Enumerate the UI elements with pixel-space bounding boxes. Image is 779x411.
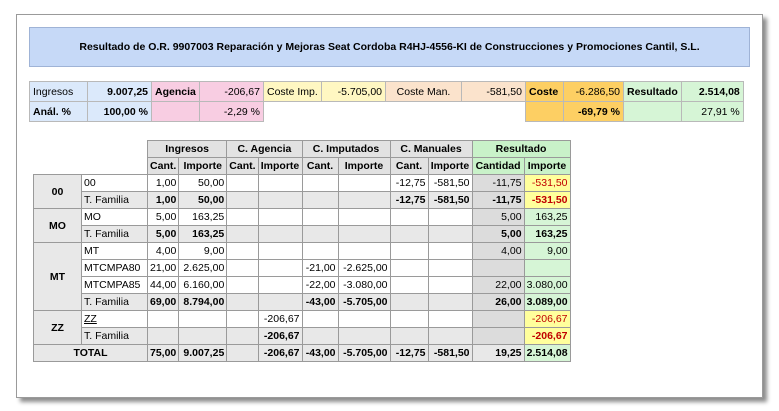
table-cell[interactable]: 5,00 xyxy=(148,209,179,226)
table-cell[interactable]: 163,25 xyxy=(179,209,227,226)
group-ingresos: Ingresos xyxy=(148,141,227,158)
table-cell[interactable] xyxy=(258,192,302,209)
ingresos-label: Ingresos xyxy=(30,82,88,102)
table-cell[interactable]: -11,75 xyxy=(472,175,524,192)
table-cell[interactable] xyxy=(302,226,338,243)
item-code: MTCMPA80 xyxy=(82,260,148,277)
table-cell[interactable]: -5.705,00 xyxy=(338,294,390,311)
table-cell[interactable] xyxy=(227,260,258,277)
table-cell[interactable]: 5,00 xyxy=(148,226,179,243)
col-header: Cant. xyxy=(227,158,258,175)
table-cell[interactable]: -12,75 xyxy=(390,192,428,209)
table-cell[interactable]: 4,00 xyxy=(148,243,179,260)
item-code: MO xyxy=(82,209,148,226)
anal-resultado-blank xyxy=(624,102,682,122)
table-cell[interactable] xyxy=(338,243,390,260)
table-row xyxy=(34,311,571,328)
table-cell[interactable]: 2.625,00 xyxy=(179,260,227,277)
table-cell[interactable] xyxy=(390,311,428,328)
item-code: 00 xyxy=(82,175,148,192)
table-cell[interactable]: 5,00 xyxy=(472,209,524,226)
table-cell[interactable] xyxy=(390,209,428,226)
ingresos-value[interactable]: 9.007,25 xyxy=(88,82,152,102)
group-agencia: C. Agencia xyxy=(227,141,302,158)
item-code: MT xyxy=(82,243,148,260)
table-cell[interactable] xyxy=(428,277,472,294)
table-cell[interactable] xyxy=(258,243,302,260)
table-cell[interactable] xyxy=(148,328,179,345)
total-cell[interactable] xyxy=(227,345,258,362)
anal-label: Anál. % xyxy=(30,102,88,122)
table-cell[interactable]: 1,00 xyxy=(148,175,179,192)
col-header: Cantidad xyxy=(472,158,524,175)
coste-man-label: Coste Man. xyxy=(386,82,462,102)
family-total-row xyxy=(34,226,571,243)
table-cell[interactable] xyxy=(227,294,258,311)
col-header: Importe xyxy=(338,158,390,175)
family-total-row xyxy=(34,294,571,311)
total-cell[interactable]: -581,50 xyxy=(428,345,472,362)
table-cell[interactable] xyxy=(227,192,258,209)
col-header: Importe xyxy=(524,158,570,175)
table-cell[interactable] xyxy=(179,311,227,328)
table-cell[interactable]: -21,00 xyxy=(302,260,338,277)
table-cell[interactable] xyxy=(338,311,390,328)
table-cell[interactable] xyxy=(428,328,472,345)
anal-resultado[interactable]: 27,91 % xyxy=(681,102,743,122)
table-cell[interactable]: 26,00 xyxy=(472,294,524,311)
table-cell[interactable]: 8.794,00 xyxy=(179,294,227,311)
table-cell[interactable]: 3.080,00 xyxy=(524,277,570,294)
table-cell[interactable] xyxy=(302,328,338,345)
table-cell[interactable] xyxy=(227,243,258,260)
coste-label: Coste xyxy=(526,82,564,102)
item-code: ZZ xyxy=(82,311,148,328)
anal-coste-blank xyxy=(526,102,564,122)
table-cell[interactable] xyxy=(338,328,390,345)
table-cell[interactable] xyxy=(227,311,258,328)
table-cell[interactable] xyxy=(227,175,258,192)
resultado-value[interactable]: 2.514,08 xyxy=(681,82,743,102)
table-cell[interactable] xyxy=(227,226,258,243)
table-cell[interactable] xyxy=(227,277,258,294)
table-cell[interactable] xyxy=(390,243,428,260)
table-cell[interactable]: -206,67 xyxy=(524,328,570,345)
table-cell[interactable]: -2.625,00 xyxy=(338,260,390,277)
total-cell[interactable]: 9.007,25 xyxy=(179,345,227,362)
table-cell[interactable] xyxy=(148,311,179,328)
table-cell[interactable]: 163,25 xyxy=(524,226,570,243)
anal-coste[interactable]: -69,79 % xyxy=(564,102,624,122)
report-title: Resultado de O.R. 9907003 Reparación y Mejoras Seat Cordoba R4HJ-4556-KI de Construcciones y Promociones Cantil, S.L. xyxy=(29,27,750,67)
anal-agencia[interactable]: -2,29 % xyxy=(200,102,264,122)
table-cell[interactable]: -11,75 xyxy=(472,192,524,209)
table-cell[interactable]: -206,67 xyxy=(258,311,302,328)
table-cell[interactable]: 9,00 xyxy=(179,243,227,260)
family-group-label: MO xyxy=(34,209,82,243)
family-total-label: T. Familia xyxy=(82,192,148,209)
table-cell[interactable] xyxy=(258,209,302,226)
resultado-label: Resultado xyxy=(624,82,682,102)
item-code: MTCMPA85 xyxy=(82,277,148,294)
table-cell[interactable] xyxy=(472,328,524,345)
table-cell[interactable] xyxy=(338,175,390,192)
table-cell[interactable]: -581,50 xyxy=(428,175,472,192)
table-cell[interactable] xyxy=(428,260,472,277)
table-cell[interactable] xyxy=(390,294,428,311)
table-cell[interactable]: -43,00 xyxy=(302,294,338,311)
col-header: Importe xyxy=(428,158,472,175)
coste-imp-label: Coste Imp. xyxy=(264,82,322,102)
total-cell[interactable]: 19,25 xyxy=(472,345,524,362)
anal-ingresos[interactable]: 100,00 % xyxy=(88,102,152,122)
table-cell[interactable] xyxy=(179,328,227,345)
table-cell[interactable]: -206,67 xyxy=(258,328,302,345)
table-cell[interactable] xyxy=(428,243,472,260)
table-cell[interactable] xyxy=(338,192,390,209)
table-cell[interactable] xyxy=(302,243,338,260)
total-cell[interactable]: -5.705,00 xyxy=(338,345,390,362)
total-cell[interactable]: -12,75 xyxy=(390,345,428,362)
table-cell[interactable] xyxy=(428,294,472,311)
col-header: Cant. xyxy=(148,158,179,175)
table-cell[interactable] xyxy=(338,209,390,226)
table-cell[interactable] xyxy=(390,260,428,277)
table-cell[interactable]: -581,50 xyxy=(428,192,472,209)
table-cell[interactable]: -531,50 xyxy=(524,175,570,192)
col-header: Cant. xyxy=(302,158,338,175)
table-row xyxy=(34,209,571,226)
coste-man-value[interactable]: -581,50 xyxy=(462,82,526,102)
table-cell[interactable]: 3.089,00 xyxy=(524,294,570,311)
table-cell[interactable]: -531,50 xyxy=(524,192,570,209)
group-manuales: C. Manuales xyxy=(390,141,472,158)
table-cell[interactable]: 50,00 xyxy=(179,192,227,209)
table-cell[interactable] xyxy=(524,260,570,277)
coste-imp-value[interactable]: -5.705,00 xyxy=(322,82,386,102)
table-cell[interactable] xyxy=(302,192,338,209)
total-cell[interactable]: -206,67 xyxy=(258,345,302,362)
table-cell[interactable] xyxy=(302,209,338,226)
table-cell[interactable] xyxy=(258,294,302,311)
table-cell[interactable]: 9,00 xyxy=(524,243,570,260)
table-cell[interactable]: 1,00 xyxy=(148,192,179,209)
report-sheet xyxy=(16,14,763,398)
group-imputados: C. Imputados xyxy=(302,141,390,158)
detail-table xyxy=(33,140,571,362)
table-cell[interactable] xyxy=(258,226,302,243)
table-cell[interactable] xyxy=(428,311,472,328)
table-cell[interactable] xyxy=(390,277,428,294)
table-cell[interactable] xyxy=(338,226,390,243)
table-cell[interactable] xyxy=(258,175,302,192)
table-cell[interactable] xyxy=(472,260,524,277)
total-cell[interactable]: 75,00 xyxy=(148,345,179,362)
table-cell[interactable]: -12,75 xyxy=(390,175,428,192)
col-header: Importe xyxy=(258,158,302,175)
col-header: Importe xyxy=(179,158,227,175)
family-group-label: 00 xyxy=(34,175,82,209)
table-cell[interactable] xyxy=(258,260,302,277)
table-cell[interactable] xyxy=(258,277,302,294)
group-resultado: Resultado xyxy=(472,141,570,158)
anal-agencia-blank xyxy=(152,102,200,122)
table-row xyxy=(34,260,571,277)
table-cell[interactable]: -206,67 xyxy=(524,311,570,328)
total-cell[interactable]: -43,00 xyxy=(302,345,338,362)
agencia-value[interactable]: -206,67 xyxy=(200,82,264,102)
table-cell[interactable]: 21,00 xyxy=(148,260,179,277)
table-cell[interactable] xyxy=(472,311,524,328)
table-cell[interactable]: 4,00 xyxy=(472,243,524,260)
family-total-label: T. Familia xyxy=(82,226,148,243)
table-row xyxy=(34,175,571,192)
agencia-label: Agencia xyxy=(152,82,200,102)
total-label: TOTAL xyxy=(34,345,148,362)
family-group-label: ZZ xyxy=(34,311,82,345)
table-cell[interactable] xyxy=(390,328,428,345)
table-cell[interactable] xyxy=(390,226,428,243)
family-group-label: MT xyxy=(34,243,82,311)
table-cell[interactable]: 6.160,00 xyxy=(179,277,227,294)
table-cell[interactable]: 44,00 xyxy=(148,277,179,294)
table-row xyxy=(34,277,571,294)
table-cell[interactable] xyxy=(302,175,338,192)
table-cell[interactable]: 163,25 xyxy=(179,226,227,243)
total-cell[interactable]: 2.514,08 xyxy=(524,345,570,362)
family-total-label: T. Familia xyxy=(82,294,148,311)
table-cell[interactable]: 5,00 xyxy=(472,226,524,243)
table-cell[interactable]: 163,25 xyxy=(524,209,570,226)
table-cell[interactable] xyxy=(227,328,258,345)
table-cell[interactable] xyxy=(302,311,338,328)
summary-table xyxy=(29,81,744,122)
col-header: Cant. xyxy=(390,158,428,175)
table-cell[interactable]: 50,00 xyxy=(179,175,227,192)
coste-value[interactable]: -6.286,50 xyxy=(564,82,624,102)
table-cell[interactable]: 22,00 xyxy=(472,277,524,294)
family-total-row xyxy=(34,328,571,345)
table-cell[interactable] xyxy=(428,226,472,243)
table-cell[interactable] xyxy=(428,209,472,226)
family-total-row xyxy=(34,192,571,209)
table-cell[interactable]: -3.080,00 xyxy=(338,277,390,294)
family-total-label: T. Familia xyxy=(82,328,148,345)
table-row xyxy=(34,243,571,260)
table-cell[interactable]: -22,00 xyxy=(302,277,338,294)
table-cell[interactable]: 69,00 xyxy=(148,294,179,311)
table-cell[interactable] xyxy=(227,209,258,226)
